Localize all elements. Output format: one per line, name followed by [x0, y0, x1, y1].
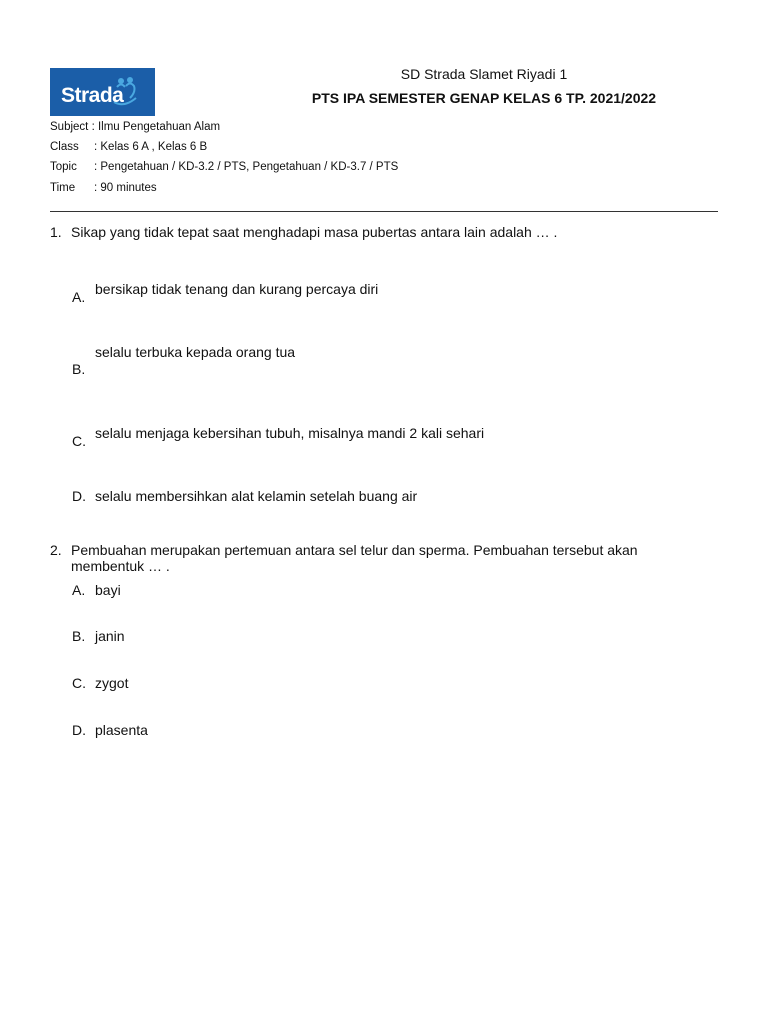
time-value: : 90 minutes: [94, 182, 157, 194]
meta-subject-row: [50, 121, 220, 133]
logo-wordmark: Strada: [61, 84, 124, 107]
topic-label: Topic: [50, 161, 77, 173]
meta-class-row: [50, 141, 207, 153]
option-letter: A.: [72, 582, 86, 598]
header-divider: [50, 211, 718, 212]
option-letter: C.: [72, 433, 86, 449]
question-text-line-1: Pembuahan merupakan pertemuan antara sel telur dan sperma. Pembuahan tersebut akan: [71, 542, 638, 558]
option-text: zygot: [95, 675, 129, 691]
subject-value: : Ilmu Pengetahuan Alam: [91, 121, 221, 133]
option-letter: B.: [72, 628, 86, 644]
class-label: Class: [50, 141, 79, 153]
option-letter: D.: [72, 488, 86, 504]
strada-logo: [50, 68, 155, 116]
option-letter: B.: [72, 361, 86, 377]
meta-topic-row: [50, 161, 398, 173]
topic-value: : Pengetahuan / KD-3.2 / PTS, Pengetahuan / KD-3.7 / PTS: [94, 161, 399, 173]
question-text: Sikap yang tidak tepat saat menghadapi masa pubertas antara lain adalah … .: [71, 224, 558, 240]
option-text: selalu menjaga kebersihan tubuh, misalnya mandi 2 kali sehari: [95, 425, 485, 441]
class-value: : Kelas 6 A , Kelas 6 B: [94, 141, 208, 153]
question-number: 2.: [50, 542, 62, 558]
question-text-line-2: membentuk … .: [71, 558, 170, 574]
question-number: 1.: [50, 224, 62, 240]
exam-title: PTS IPA SEMESTER GENAP KELAS 6 TP. 2021/2022: [311, 90, 657, 106]
option-letter: C.: [72, 675, 86, 691]
school-name: SD Strada Slamet Riyadi 1: [400, 66, 568, 82]
subject-label: Subject: [50, 121, 89, 133]
option-text: selalu terbuka kepada orang tua: [95, 344, 296, 360]
option-text: bayi: [95, 582, 121, 598]
option-text: plasenta: [95, 722, 148, 738]
time-label: Time: [50, 182, 76, 194]
option-letter: A.: [72, 289, 86, 305]
option-text: janin: [95, 628, 125, 644]
option-text: selalu membersihkan alat kelamin setelah buang air: [95, 488, 418, 504]
option-text: bersikap tidak tenang dan kurang percaya diri: [95, 281, 379, 297]
meta-time-row: [50, 182, 157, 194]
option-letter: D.: [72, 722, 86, 738]
